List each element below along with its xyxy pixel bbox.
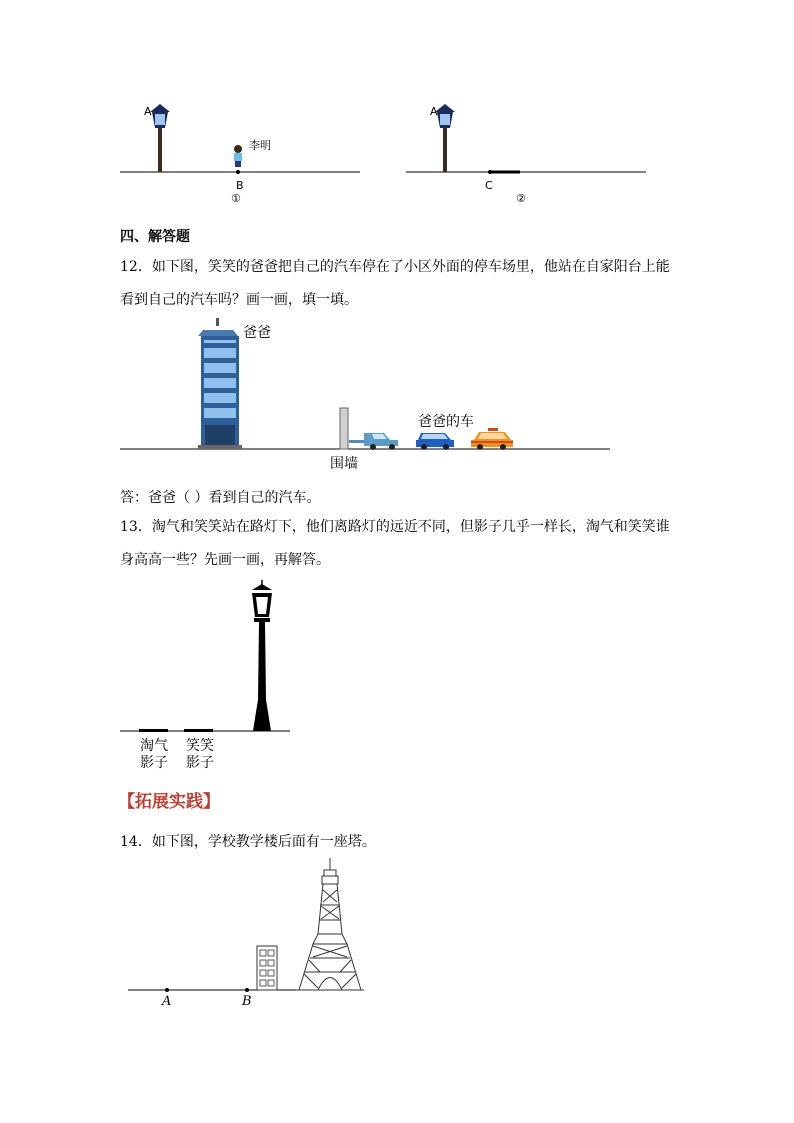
point-a-label: A: [144, 105, 152, 118]
point-a-label: A: [162, 994, 172, 1009]
question-12-answer: 答：爸爸（ ）看到自己的汽车。: [120, 490, 321, 506]
figure-number-1: ①: [231, 192, 241, 205]
extension-title: 【拓展实践】: [118, 792, 220, 812]
point-b-label: B: [242, 994, 252, 1009]
wall-label: 围墙: [330, 456, 358, 472]
question-13-line-2: 身高高一些？先画一画，再解答。: [120, 552, 330, 568]
liming-label: 李明: [249, 139, 271, 152]
section-title: 四、解答题: [120, 229, 190, 245]
question-12-line-1: 12．如下图，笑笑的爸爸把自己的汽车停在了小区外面的停车场里，他站在自家阳台上能: [120, 259, 670, 275]
xiaoxiao-shadow-name: 笑笑: [186, 738, 214, 754]
taoqi-shadow-name: 淘气: [140, 738, 168, 754]
point-a-label: A: [430, 105, 438, 118]
dads-car-label: 爸爸的车: [418, 414, 474, 430]
question-13-line-1: 13．淘气和笑笑站在路灯下，他们离路灯的远近不同，但影子几乎一样长，淘气和笑笑谁: [120, 519, 670, 535]
figure-number-2: ②: [516, 192, 526, 205]
question-14-line-1: 14．如下图，学校教学楼后面有一座塔。: [120, 834, 376, 850]
question-12-line-2: 看到自己的汽车吗？画一画，填一填。: [120, 292, 358, 308]
dad-label: 爸爸: [243, 325, 271, 341]
xiaoxiao-shadow-word: 影子: [186, 755, 214, 771]
point-b-label: B: [236, 179, 244, 192]
taoqi-shadow-word: 影子: [140, 755, 168, 771]
point-c-label: C: [485, 179, 493, 192]
